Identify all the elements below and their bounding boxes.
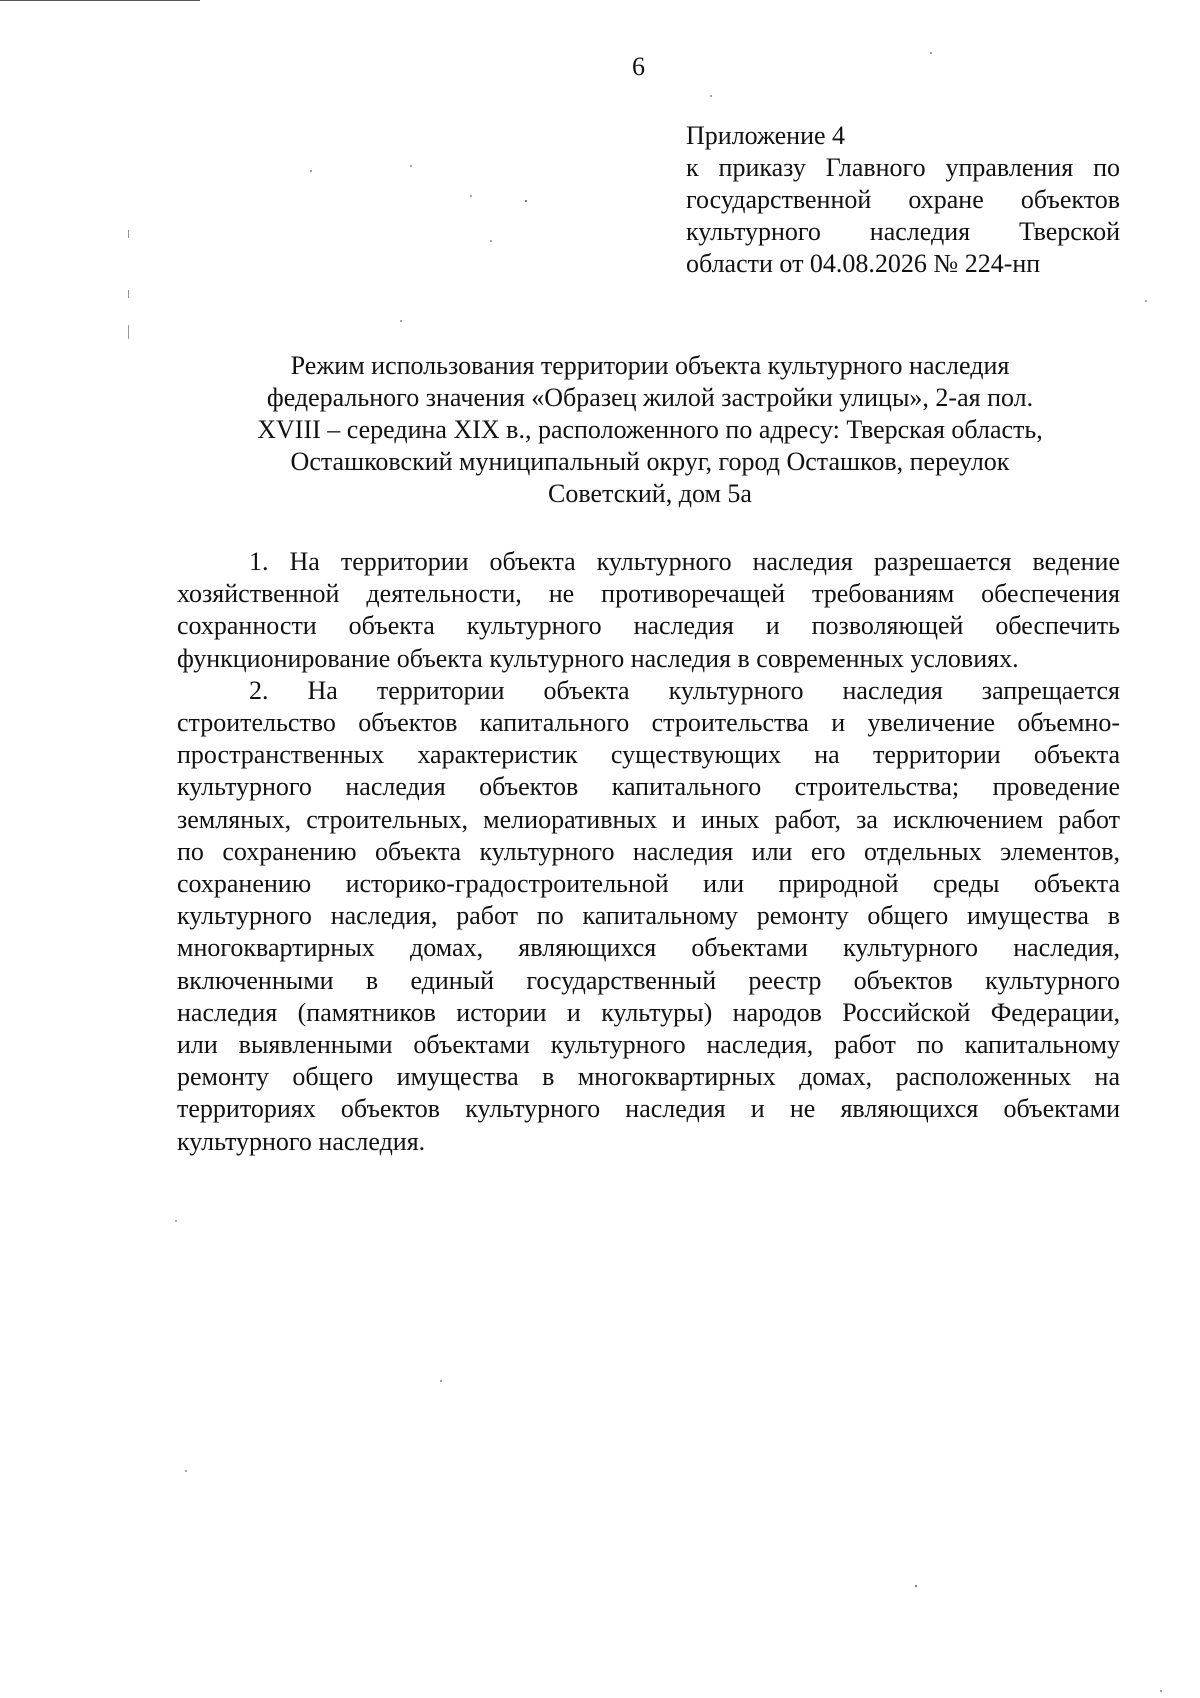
paragraph-line: сохранности объекта культурного наследия и позволяющей обеспечить	[177, 611, 1120, 641]
scan-speck	[525, 200, 527, 202]
document-title	[150, 350, 1150, 510]
scan-speck	[930, 52, 932, 54]
appendix-line: государственной охране объектов	[686, 185, 1120, 214]
paragraph-line: 1. На территории объекта культурного наследия разрешается ведение	[249, 547, 1120, 576]
paragraph-line: наследия (памятников истории и культуры) народов Российской Федерации,	[177, 997, 1120, 1027]
paragraph-line: хозяйственной деятельности, не противоречащей требованиям обеспечения	[177, 579, 1120, 609]
paragraph-line: строительство объектов капитального строительства и увеличение объемно-	[177, 708, 1120, 738]
scan-speck	[310, 170, 312, 172]
paragraph-line: культурного наследия.	[177, 1126, 426, 1156]
appendix-line: области от 04.08.2026 № 224-нп	[686, 249, 1041, 278]
scan-speck	[410, 165, 412, 167]
appendix-line: к приказу Главного управления по	[686, 153, 1120, 182]
paragraph-line: функционирование объекта культурного наследия в современных условиях.	[177, 643, 1019, 673]
paragraph-1	[177, 546, 1120, 675]
scan-margin-mark	[128, 325, 129, 339]
page-number: 6	[632, 52, 645, 81]
scan-margin-mark	[128, 290, 129, 298]
title-line: Режим использования территории объекта культурного наследия	[290, 351, 1010, 380]
paragraph-line: по сохранению объекта культурного наследия или его отдельных элементов,	[177, 836, 1120, 866]
scan-speck	[185, 1470, 187, 1472]
appendix-line: культурного наследия Тверской	[686, 217, 1120, 246]
scan-speck	[400, 320, 402, 322]
paragraph-line: культурного наследия объектов капитального строительства; проведение	[177, 772, 1120, 802]
title-line: Советский, дом 5а	[548, 479, 752, 508]
scan-speck	[490, 240, 492, 242]
paragraph-line: пространственных характеристик существующих на территории объекта	[177, 740, 1120, 770]
paragraph-line: территориях объектов культурного наследия и не являющихся объектами	[177, 1094, 1120, 1124]
paragraph-line: включенными в единый государственный реестр объектов культурного	[177, 965, 1120, 995]
scan-speck	[710, 95, 712, 97]
paragraph-line: многоквартирных домах, являющихся объектами культурного наследия,	[177, 933, 1120, 963]
scan-speck	[440, 1380, 442, 1382]
paragraph-line: сохранению историко-градостроительной или природной среды объекта	[177, 869, 1120, 899]
scan-edge-line	[0, 0, 200, 1]
paragraph-line: или выявленными объектами культурного наследия, работ по капитальному	[177, 1030, 1120, 1060]
scan-speck	[1145, 300, 1147, 302]
scan-margin-mark	[128, 230, 129, 238]
scan-speck	[470, 195, 472, 197]
paragraph-line: 2. На территории объекта культурного наследия запрещается	[249, 675, 1120, 705]
appendix-line: Приложение 4	[686, 121, 846, 150]
title-line: Осташковский муниципальный округ, город Осташков, переулок	[290, 447, 1010, 476]
scan-speck	[1160, 1690, 1162, 1692]
scan-speck	[175, 1220, 177, 1222]
document-body	[177, 546, 1120, 1158]
scan-speck	[915, 1585, 917, 1587]
paragraph-line: земляных, строительных, мелиоративных и иных работ, за исключением работ	[177, 804, 1120, 834]
title-line: XVIII – середина XIX в., расположенного по адресу: Тверская область,	[257, 415, 1043, 444]
paragraph-2	[177, 675, 1120, 1158]
paragraph-line: ремонту общего имущества в многоквартирных домах, расположенных на	[177, 1062, 1120, 1092]
title-line: федерального значения «Образец жилой застройки улицы», 2-ая пол.	[266, 383, 1034, 412]
paragraph-line: культурного наследия, работ по капитальному ремонту общего имущества в	[177, 901, 1120, 931]
appendix-header	[686, 120, 1120, 280]
